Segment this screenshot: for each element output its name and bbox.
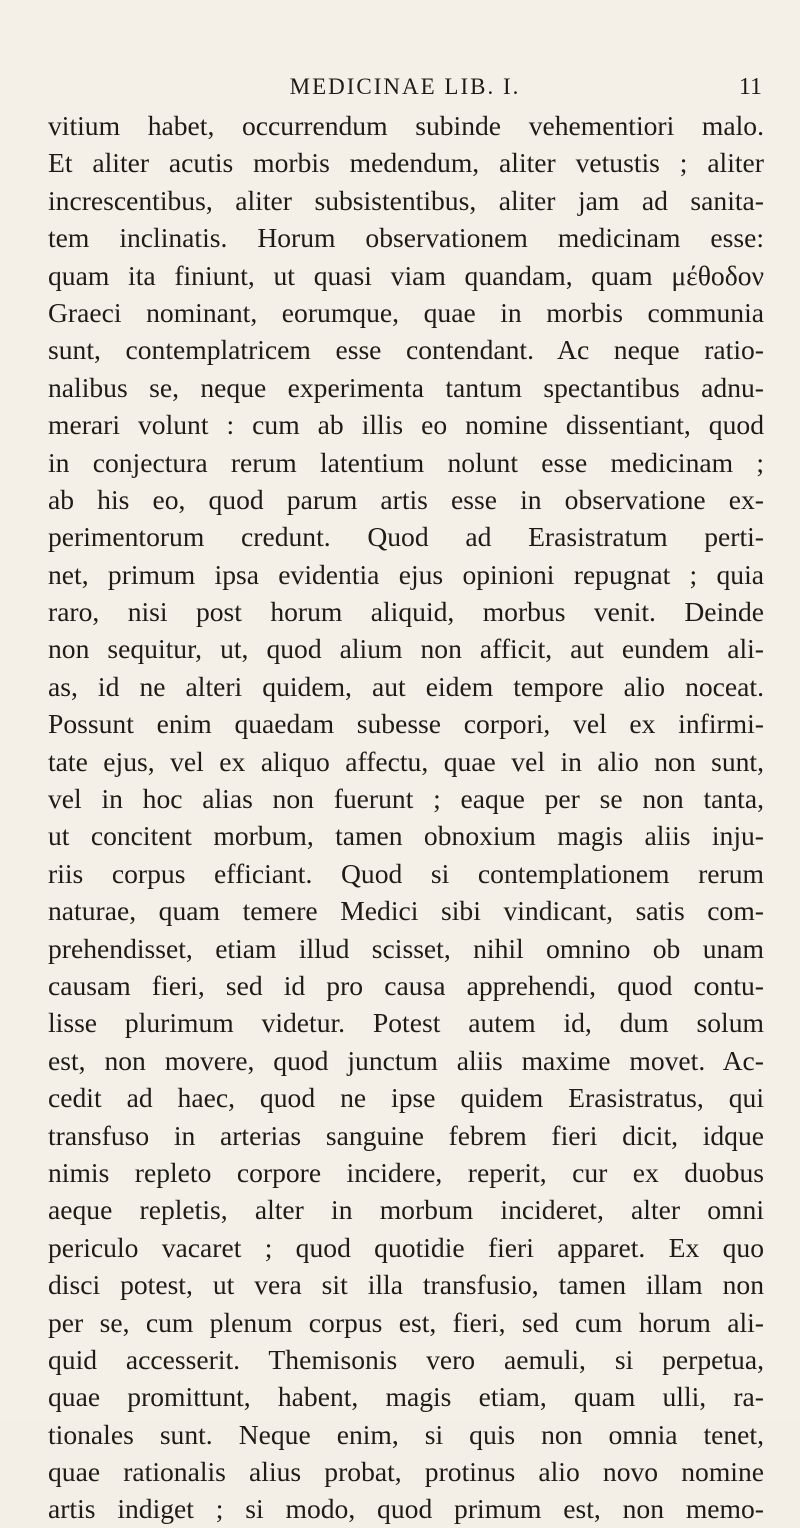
- body-text: [48, 107, 764, 1528]
- text-line: raro, nisi post horum aliquid, morbus venit. Deinde: [48, 596, 764, 628]
- text-line: nimis repleto corpore incidere, reperit, cur ex duobus: [48, 1156, 764, 1188]
- text-line: riis corpus efficiant. Quod si contemplationem rerum: [48, 857, 764, 889]
- running-head: MEDICINAE LIB. I.: [289, 74, 521, 99]
- text-line: tionales sunt. Neque enim, si quis non omnia tenet,: [48, 1418, 764, 1450]
- text-line: net, primum ipsa evidentia ejus opinioni repugnat ; quia: [48, 558, 764, 590]
- text-line: per se, cum plenum corpus est, fieri, sed cum horum ali-: [48, 1306, 764, 1338]
- text-line: Graeci nominant, eorumque, quae in morbis communia: [48, 296, 764, 328]
- text-line: cedit ad haec, quod ne ipse quidem Erasistratus, qui: [48, 1082, 764, 1114]
- text-line: periculo vacaret ; quod quotidie fieri apparet. Ex quo: [48, 1231, 764, 1263]
- text-line: perimentorum credunt. Quod ad Erasistratum perti-: [48, 521, 764, 553]
- text-line: disci potest, ut vera sit illa transfusio, tamen illam non: [48, 1269, 764, 1301]
- text-line: nalibus se, neque experimenta tantum spectantibus adnu-: [48, 371, 764, 403]
- text-line: ab his eo, quod parum artis esse in observatione ex-: [48, 483, 764, 515]
- text-line: tate ejus, vel ex aliquo affectu, quae vel in alio non sunt,: [48, 745, 764, 777]
- text-line: naturae, quam temere Medici sibi vindicant, satis com-: [48, 895, 764, 927]
- text-line: lisse plurimum videtur. Potest autem id, dum solum: [48, 1007, 764, 1039]
- text-line: artis indiget ; si modo, quod primum est, non memo-: [48, 1493, 764, 1525]
- text-line: Possunt enim quaedam subesse corpori, vel ex infirmi-: [48, 708, 764, 740]
- text-line: quid accesserit. Themisonis vero aemuli, si perpetua,: [48, 1343, 764, 1375]
- page-number: 11: [738, 74, 762, 100]
- text-line: quae promittunt, habent, magis etiam, quam ulli, ra-: [48, 1381, 764, 1413]
- text-line: vel in hoc alias non fuerunt ; eaque per se non tanta,: [48, 783, 764, 815]
- text-line: causam fieri, sed id pro causa apprehendi, quod contu-: [48, 969, 764, 1001]
- text-line: as, id ne alteri quidem, aut eidem tempore alio noceat.: [48, 670, 764, 702]
- text-line: ut concitent morbum, tamen obnoxium magis aliis inju-: [48, 820, 764, 852]
- text-line: vitium habet, occurrendum subinde vehementiori malo.: [48, 110, 764, 141]
- text-line: non sequitur, ut, quod alium non afficit, aut eundem ali-: [48, 633, 764, 665]
- text-line: transfuso in arterias sanguine febrem fieri dicit, idque: [48, 1119, 764, 1151]
- text-line: increscentibus, aliter subsistentibus, aliter jam ad sanita-: [48, 184, 764, 216]
- text-line: Et aliter acutis morbis medendum, aliter vetustis ; aliter: [48, 147, 764, 179]
- text-line: sunt, contemplatricem esse contendant. Ac neque ratio-: [48, 334, 764, 366]
- text-line: in conjectura rerum latentium nolunt esse medicinam ;: [48, 446, 764, 478]
- text-line: quae rationalis alius probat, protinus alio novo nomine: [48, 1456, 764, 1488]
- text-line: est, non movere, quod junctum aliis maxime movet. Ac-: [48, 1044, 764, 1076]
- text-line: aeque repletis, alter in morbum incideret, alter omni: [48, 1194, 764, 1226]
- text-line: merari volunt : cum ab illis eo nomine dissentiant, quod: [48, 409, 764, 441]
- page-header: [48, 70, 762, 104]
- text-line: prehendisset, etiam illud scisset, nihil omnino ob unam: [48, 932, 764, 964]
- text-line: tem inclinatis. Horum observationem medicinam esse:: [48, 222, 764, 254]
- text-line: quam ita finiunt, ut quasi viam quandam, quam μέθοδον: [48, 259, 764, 291]
